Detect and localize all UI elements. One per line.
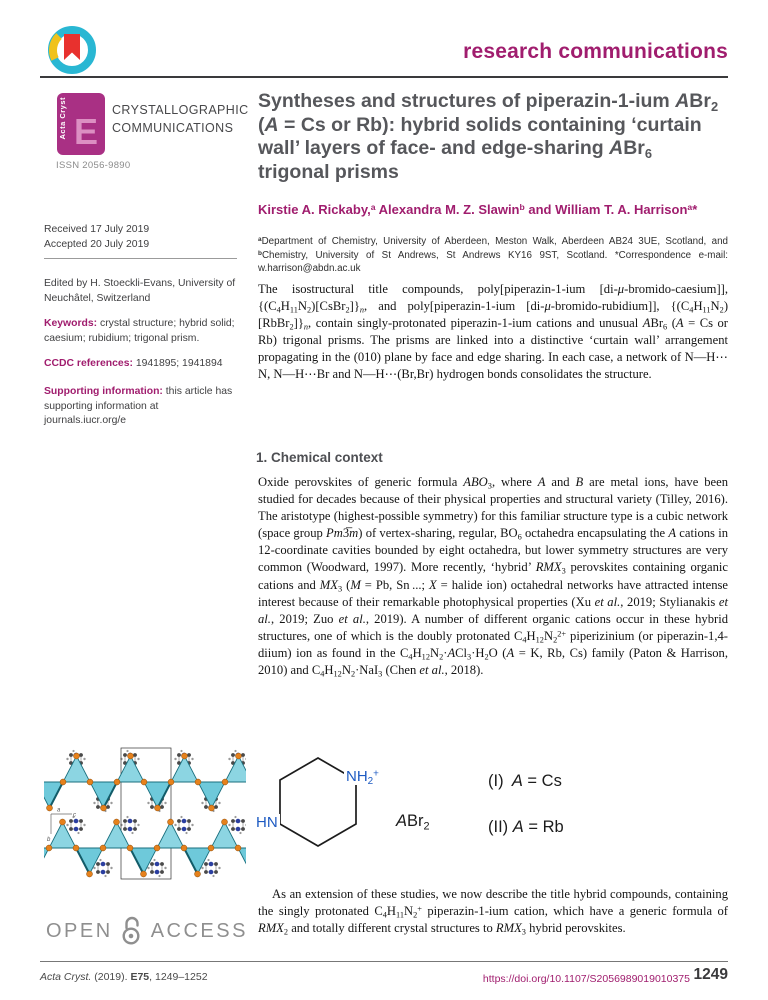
- axis-label-b: b: [47, 837, 51, 843]
- article-title: Syntheses and structures of piperazin-1-ium ABr2 (A = Cs or Rb): hybrid solids containing ‘curtain wall’ layers of face- and edge-sharing ABr6 trigonal prisms: [258, 90, 719, 183]
- sidebar-divider: [44, 258, 237, 259]
- open-access-word2: ACCESS: [150, 919, 248, 942]
- acta-logo-vertical-text: Acta Cryst: [58, 97, 67, 140]
- body-paragraph-2: As an extension of these studies, we now describe the title hybrid compounds, containing the singly protonated C4H11N2+ piperazin-1-ium cation, which have a generic formula of RMX2 and totally different crystal structures to RMX3 hybrid perovskites.: [258, 887, 728, 937]
- doi-link[interactable]: https://doi.org/10.1107/S2056989019010375: [482, 973, 690, 985]
- keywords: Keywords: crystal structure; hybrid solid; caesium; rubidium; trigonal prism.: [44, 318, 235, 344]
- scheme-entry-1: (I) A = Cs: [488, 772, 562, 790]
- axis-label-c: c: [73, 812, 76, 819]
- ccdc-references: CCDC references: 1941895; 1941894: [44, 358, 223, 369]
- open-lock-icon: [120, 916, 144, 946]
- issn-label: ISSN 2056-9890: [56, 160, 131, 171]
- open-access-word1: OPEN: [46, 919, 113, 942]
- brand-line1: CRYSTALLOGRAPHIC: [112, 103, 249, 117]
- received-date: Received 17 July 2019: [44, 224, 150, 235]
- acta-cryst-e-logo: [57, 93, 105, 155]
- axis-label-a: a: [57, 807, 61, 814]
- affiliations: $^a$Department of Chemistry, University of Aberdeen, Meston Walk, Aberdeen AB24 3UE, Scotland, and $^b$Chemistry, University of St Andrews, St Andrews KY16 9ST, Scotland. *Correspondence e-mail: w.harrison@abdn.ac.uk: [258, 236, 728, 274]
- journal-section-label: research communications: [463, 40, 728, 63]
- section-heading: 1. Chemical context: [256, 450, 383, 465]
- iucr-journals-icon: [46, 24, 98, 76]
- scheme-entry-2: (II) A = Rb: [488, 818, 564, 836]
- chemical-scheme: [258, 752, 728, 882]
- open-access-logo: [46, 916, 248, 946]
- crystal-structure-figure: [44, 746, 246, 896]
- acta-logo-letter: E: [73, 111, 98, 152]
- body-paragraph-1: Oxide perovskites of generic formula ABO3, where A and B are metal ions, have been studied for decades because of their physical properties and structural variety (Tilley, 2016). The aristotype (highest-possible symmetry) for this familiar structure type is a cubic network (space group Pm3̅m) of vertex-sharing, regular, BO6 octahedra encapsulating the A cations in 12-coordinate cavities bounded by eight octahedra, but lower symmetry structures are very common (Woodward, 1997). More recently, ‘hybrid’ RMX3 perovskites containing organic cations and MX3 (M = Pb, Sn ...; X = halide ion) octahedral networks have attracted intense interest because of their remarkable photophysical properties (Xu et al., 2019; Stylianakis et al., 2019; Zuo et al., 2019). A number of different organic cations occur in these hybrid structures, one of which is the doubly protonated $C4H12N2^{2+}$ piperizinium (or piperazin-1,4-diium) ion as found in the C4H12N2·ACl3·H2O (A = K, Rb, Cs) family (Paton & Harrison, 2010) and C4H12N2·NaI3 (Chen et al., 2018).: [258, 475, 729, 679]
- page-number: 1249: [693, 966, 728, 983]
- footer-rule: [40, 961, 728, 962]
- ring-label-hn: HN: [256, 814, 278, 831]
- supporting-information: Supporting information: this article has supporting information at journals.iucr.org/e: [44, 386, 233, 426]
- dates-block: [44, 223, 237, 252]
- footer-citation: Acta Cryst. (2019). E75, 1249–1252: [40, 971, 208, 983]
- edited-by: Edited by H. Stoeckli-Evans, University of Neuchâtel, Switzerland: [44, 278, 236, 304]
- ring-label-nh2: NH2+: [346, 768, 379, 787]
- header-rule: [40, 76, 728, 78]
- accepted-date: Accepted 20 July 2019: [44, 238, 150, 250]
- brand-line2: COMMUNICATIONS: [112, 120, 234, 135]
- author-list: Kirstie A. Rickaby,$^a$ Alexandra M. Z. Slawin$^b$ and William T. A. Harrison$^a$*: [258, 202, 698, 217]
- abstract: The isostructural title compounds, poly[piperazin-1-ium [di-μ-bromido-caesium]], {(C4H11N2)[CsBr2]}n, and poly[piperazin-1-ium [di-μ-bromido-rubidium]], {(C4H11N2)[RbBr2]}n, contain singly-protonated piperazin-1-ium cations and unusual ABr6 (A = Cs or Rb) trigonal prisms. The prisms are linked into a distinctive ‘curtain wall’ arrangement propagating in the (010) plane by face and edge sharing. In each case, a network of N—H⋯N, N—H⋯Br and N—H⋯(Br,Br) hydrogen bonds consolidates the structure.: [258, 282, 729, 381]
- brand-text: [112, 102, 249, 137]
- compound-formula: ABr2: [396, 812, 430, 833]
